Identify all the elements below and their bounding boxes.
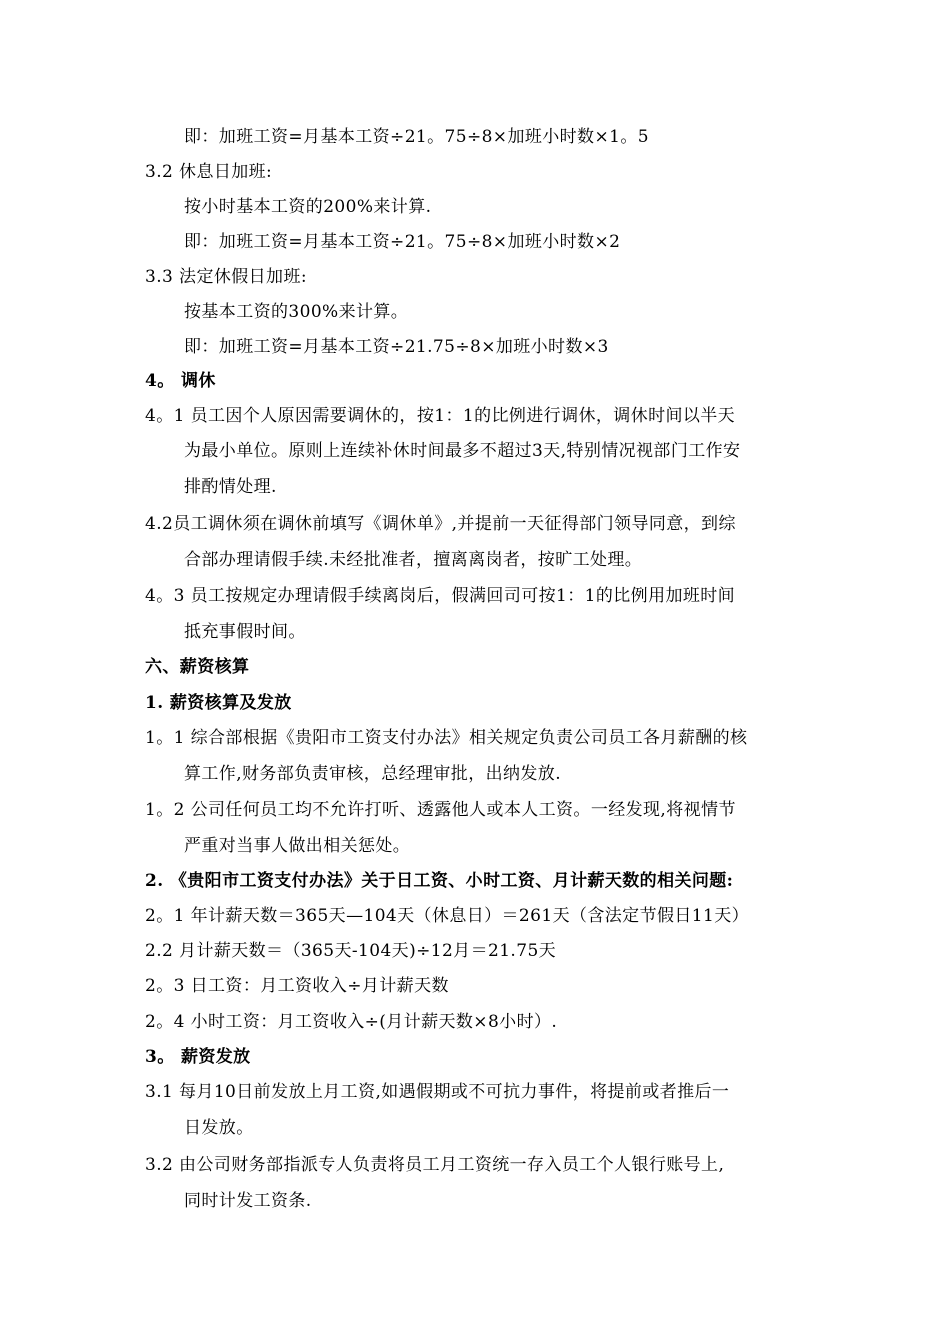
section-2-heading: 2. 《贵阳市工资支付办法》关于日工资、小时工资、月计薪天数的相关问题: <box>145 871 734 891</box>
paragraph-3-1-line-2: 日发放。 <box>184 1118 254 1138</box>
section-3-2-heading: 3.2 休息日加班: <box>145 162 273 182</box>
paragraph-4-1-line-3: 排酌情处理. <box>184 477 277 497</box>
section-3-3-heading: 3.3 法定休假日加班: <box>145 267 307 287</box>
section-1-heading: 1. 薪资核算及发放 <box>145 693 292 713</box>
paragraph-3-2-line-1: 3.2 由公司财务部指派专人负责将员工月工资统一存入员工个人银行账号上, <box>145 1155 725 1175</box>
rest-day-rate-text: 按小时基本工资的200%来计算. <box>184 197 432 217</box>
section-3-heading: 3。 薪资发放 <box>145 1047 251 1067</box>
paragraph-1-2-line-1: 1。2 公司任何员工均不允许打听、透露他人或本人工资。一经发现,将视情节 <box>145 800 736 820</box>
overtime-formula-holiday: 即：加班工资=月基本工资÷21.75÷8×加班小时数×3 <box>184 337 609 357</box>
paragraph-3-1-line-1: 3.1 每月10日前发放上月工资,如遇假期或不可抗力事件，将提前或者推后一 <box>145 1082 730 1102</box>
chapter-6-heading: 六、薪资核算 <box>145 657 250 677</box>
paragraph-4-3-line-2: 抵充事假时间。 <box>184 622 306 642</box>
paragraph-4-3-line-1: 4。3 员工按规定办理请假手续离岗后，假满回司可按1：1的比例用加班时间 <box>145 586 736 606</box>
paragraph-1-1-line-2: 算工作,财务部负责审核，总经理审批，出纳发放. <box>184 764 562 784</box>
section-4-heading: 4。 调休 <box>145 371 216 391</box>
overtime-formula-rest-day: 即：加班工资=月基本工资÷21。75÷8×加班小时数×2 <box>184 232 621 252</box>
paragraph-3-2-line-2: 同时计发工资条. <box>184 1191 312 1211</box>
paragraph-4-1-line-1: 4。1 员工因个人原因需要调休的，按1：1的比例进行调休，调休时间以半天 <box>145 406 736 426</box>
paragraph-2-3: 2。3 日工资：月工资收入÷月计薪天数 <box>145 976 449 996</box>
paragraph-1-1-line-1: 1。1 综合部根据《贵阳市工资支付办法》相关规定负责公司员工各月薪酬的核 <box>145 728 748 748</box>
paragraph-1-2-line-2: 严重对当事人做出相关惩处。 <box>184 836 411 856</box>
paragraph-2-2: 2.2 月计薪天数＝（365天-104天)÷12月＝21.75天 <box>145 941 557 961</box>
paragraph-4-2-line-1: 4.2员工调休须在调休前填写《调休单》,并提前一天征得部门领导同意，到综 <box>145 514 736 534</box>
overtime-formula-weekday: 即：加班工资=月基本工资÷21。75÷8×加班小时数×1。5 <box>184 127 649 147</box>
paragraph-2-4: 2。4 小时工资：月工资收入÷(月计薪天数×8小时）. <box>145 1012 558 1032</box>
holiday-rate-text: 按基本工资的300%来计算。 <box>184 302 409 322</box>
paragraph-4-2-line-2: 合部办理请假手续.未经批准者，擅离离岗者，按旷工处理。 <box>184 550 643 570</box>
paragraph-2-1: 2。1 年计薪天数＝365天—104天（休息日）＝261天（含法定节假日11天） <box>145 906 750 926</box>
paragraph-4-1-line-2: 为最小单位。原则上连续补休时间最多不超过3天,特别情况视部门工作安 <box>184 441 741 461</box>
